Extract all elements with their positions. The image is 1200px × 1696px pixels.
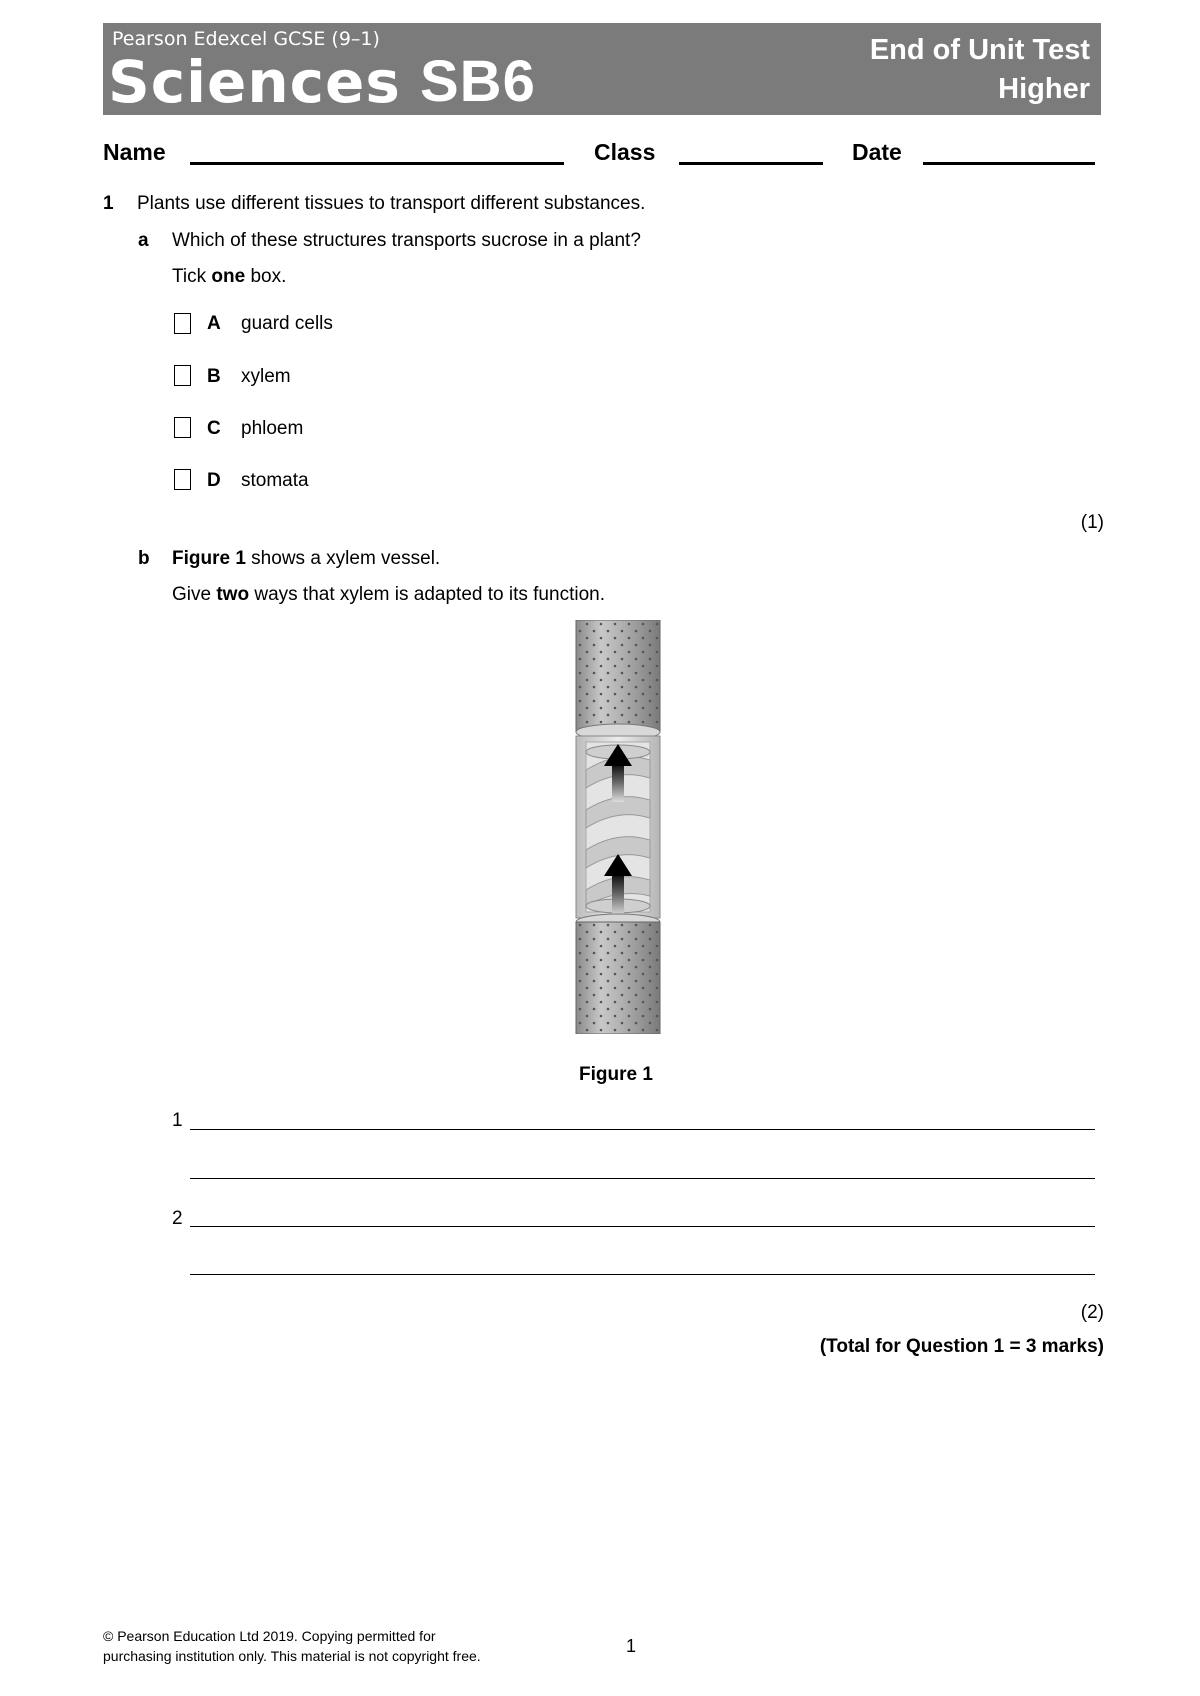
brand-title: Sciences — [108, 48, 401, 116]
option-c-letter: C — [207, 418, 221, 439]
copyright-notice: © Pearson Education Ltd 2019. Copying permitted for purchasing institution only. This material is not copyright free. — [103, 1628, 481, 1664]
answer-number-2: 2 — [172, 1208, 183, 1229]
part-a-letter: a — [138, 230, 149, 251]
question-stem: Plants use different tissues to transport different substances. — [137, 193, 646, 214]
part-a-marks: (1) — [1080, 512, 1104, 533]
part-a-instruction: Tick one box. — [172, 266, 287, 287]
page-number: 1 — [626, 1636, 637, 1656]
series-title: Pearson Edexcel GCSE (9–1) — [112, 28, 380, 50]
xylem-vessel-figure — [570, 620, 666, 1034]
name-field-line[interactable] — [190, 162, 564, 165]
option-d-text: stomata — [241, 470, 309, 491]
part-b-letter: b — [138, 548, 150, 569]
part-b-line1: Figure 1 shows a xylem vessel. — [172, 548, 441, 569]
part-b-marks: (2) — [1080, 1302, 1104, 1323]
class-field-line[interactable] — [679, 162, 823, 165]
question-total: (Total for Question 1 = 3 marks) — [819, 1336, 1104, 1357]
option-d-checkbox[interactable] — [174, 469, 191, 490]
part-b-line2: Give two ways that xylem is adapted to its function. — [172, 584, 605, 605]
option-a-text: guard cells — [241, 313, 333, 334]
figure-caption: Figure 1 — [579, 1064, 653, 1085]
answer-number-1: 1 — [172, 1110, 183, 1131]
option-b-letter: B — [207, 366, 221, 387]
unit-code: SB6 — [420, 49, 536, 114]
answer-line[interactable] — [190, 1178, 1095, 1179]
option-b-text: xylem — [241, 366, 291, 387]
test-type: End of Unit Test — [869, 34, 1090, 66]
option-a-checkbox[interactable] — [174, 313, 191, 334]
option-c-text: phloem — [241, 418, 304, 439]
option-d-letter: D — [207, 470, 221, 491]
option-b-checkbox[interactable] — [174, 365, 191, 386]
date-field-line[interactable] — [923, 162, 1095, 165]
name-label: Name — [103, 139, 166, 165]
part-a-question: Which of these structures transports sucrose in a plant? — [172, 230, 641, 251]
option-a-letter: A — [207, 313, 221, 334]
option-c-checkbox[interactable] — [174, 417, 191, 438]
answer-line[interactable] — [190, 1226, 1095, 1227]
date-label: Date — [852, 139, 902, 165]
class-label: Class — [594, 139, 656, 165]
tier-label: Higher — [998, 73, 1090, 105]
answer-line[interactable] — [190, 1129, 1095, 1130]
answer-line[interactable] — [190, 1274, 1095, 1275]
question-number: 1 — [103, 193, 114, 214]
